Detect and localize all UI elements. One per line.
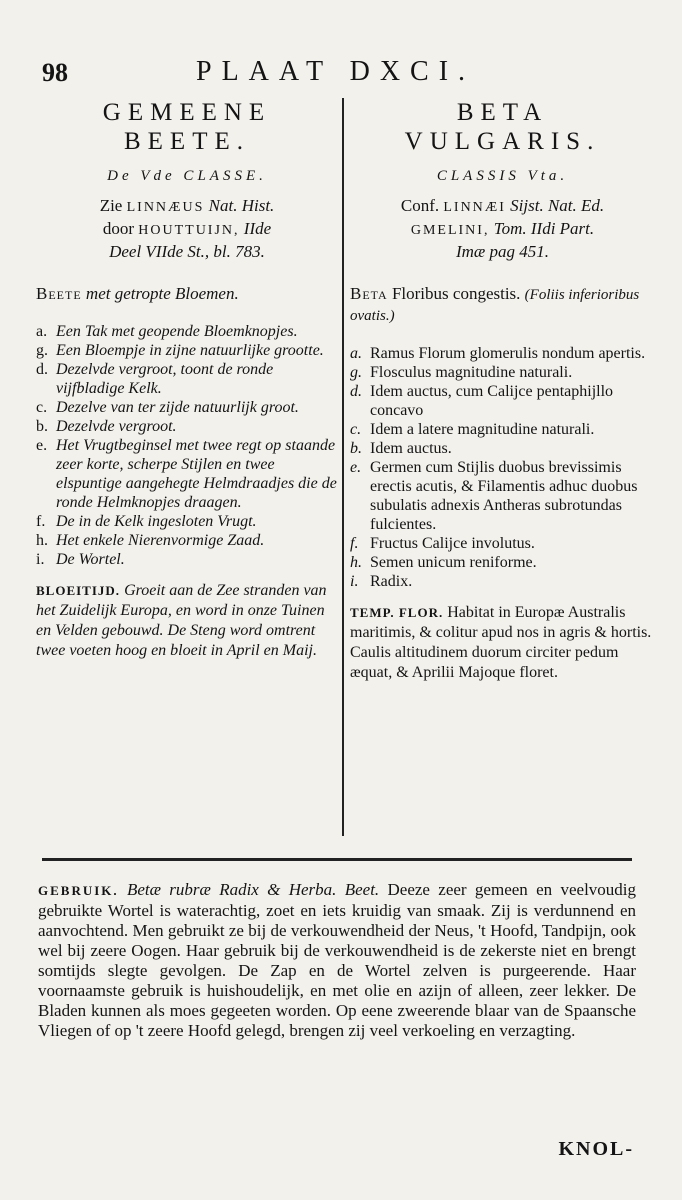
- desc-text: met getropte Bloemen.: [85, 284, 239, 303]
- legend-item: [350, 458, 655, 534]
- legend-item: [36, 322, 338, 341]
- legend-item: [350, 439, 655, 458]
- legend-item-text: Dezelvde vergroot.: [56, 418, 177, 435]
- latin-description: [350, 284, 655, 326]
- ref-author: LINNÆI: [443, 200, 506, 215]
- legend-item: [350, 572, 655, 591]
- dutch-reference: [36, 195, 338, 262]
- page-number: 98: [42, 58, 68, 87]
- bloom-label: BLOEITIJD.: [36, 583, 121, 598]
- legend-item-text: Dezelve van ter zijde natuurlijk groot.: [56, 399, 299, 416]
- usage-paragraph: [38, 880, 636, 1041]
- temp-label: TEMP. FLOR.: [350, 605, 444, 620]
- legend-item: [36, 360, 338, 398]
- legend-item-label: d.: [350, 383, 362, 400]
- legend-item-label: g.: [350, 364, 362, 381]
- legend-item-label: b.: [350, 440, 362, 457]
- latin-column: [350, 98, 655, 683]
- legend-item-text: Radix.: [370, 573, 413, 590]
- ref-author: LINNÆUS: [126, 200, 205, 215]
- latin-figure-legend: [350, 344, 655, 591]
- usage-lead: Betæ rubræ Radix & Herba. Beet.: [126, 880, 380, 899]
- legend-item-text: Fructus Calijce involutus.: [370, 535, 535, 552]
- legend-item: [36, 398, 338, 417]
- legend-item-label: f.: [36, 513, 46, 530]
- plate-title: PLAAT DXCI.: [196, 56, 476, 87]
- desc-genus: Beete: [36, 284, 82, 303]
- legend-item-text: De in de Kelk ingesloten Vrugt.: [56, 513, 257, 530]
- legend-item: [350, 363, 655, 382]
- ref-volume: Deel VIIde St., bl. 783.: [109, 242, 265, 261]
- legend-item-label: c.: [350, 421, 362, 438]
- legend-item-label: c.: [36, 399, 48, 416]
- legend-item-label: a.: [36, 323, 48, 340]
- page-header: [0, 52, 682, 92]
- legend-item-text: Idem a latere magnitudine naturali.: [370, 421, 595, 438]
- ref-part: Tom. IIdi Part.: [493, 219, 595, 238]
- ref-word: door: [102, 219, 135, 238]
- legend-item: [36, 417, 338, 436]
- dutch-name-line1: GEMEENE: [102, 99, 272, 126]
- legend-item-text: Idem auctus, cum Calijce pentaphijllo concavo: [370, 383, 614, 419]
- ref-word: Conf.: [400, 196, 440, 215]
- legend-item-text: Ramus Florum glomerulis nondum apertis.: [370, 345, 646, 362]
- ref-work: Sijst. Nat. Ed.: [510, 196, 605, 215]
- legend-item: [36, 550, 338, 569]
- legend-item-text: Idem auctus.: [370, 440, 452, 457]
- legend-item-label: i.: [36, 551, 45, 568]
- dutch-bloom-note: [36, 581, 338, 661]
- ref-part: IIde: [243, 219, 272, 238]
- dutch-column: [36, 98, 338, 661]
- dutch-name: [36, 98, 338, 156]
- dutch-name-line2: BEETE.: [123, 128, 250, 155]
- legend-item-text: Flosculus magnitudine naturali.: [370, 364, 573, 381]
- legend-item-label: d.: [36, 361, 48, 378]
- desc-genus: Beta: [350, 284, 388, 303]
- legend-item: [350, 553, 655, 572]
- usage-text: Deeze zeer gemeen en veelvoudig gebruikte Wortel is waterachtig, zoet en iets kruidig van smaak. Zij is verdunnend en aanvochtend. Men gebruikt ze bij de verkouwendheid der Neus, 't Hoofd, Tandpijn, ook wel bij zeere Oogen. Haar gebruik bij de verkouwendheid is de zekerste niet en brengt somtijds slegte gevolgen. De Zap en de Wortel zelven is purgeerende. Haar voornaamste gebruik is huishoudelijk, en met olie en azijn of alleen, zeer lekker. De Bladen kunnen als moes gegeeten worden. Op eene zweerende blaar van de Spaansche Vliegen of op 't zeere Hoofd gelegd, brengen zij veel verkoeling en verzagting.: [38, 880, 637, 1040]
- section-divider: [42, 858, 632, 861]
- legend-item-label: f.: [350, 535, 359, 552]
- catchword: KNOL-: [558, 1138, 634, 1160]
- ref-author: HOUTTUIJN,: [138, 223, 240, 238]
- desc-text: Floribus congestis.: [391, 284, 521, 303]
- legend-item: [36, 436, 338, 512]
- latin-flowering-note: [350, 603, 655, 683]
- legend-item-text: Dezelvde vergroot, toont de ronde vijfbladige Kelk.: [56, 361, 274, 397]
- legend-item: [350, 344, 655, 363]
- legend-item-text: Een Tak met geopende Bloemknopjes.: [56, 323, 298, 340]
- legend-item: [36, 531, 338, 550]
- legend-item-label: h.: [350, 554, 362, 571]
- legend-item-text: Een Bloempje in zijne natuurlijke grootte.: [56, 342, 324, 359]
- temp-text: Habitat in Europæ Australis maritimis, & colitur apud nos in agris & hortis. Caulis altitudinem duorum circiter pedum æquat, & Aprilii Majoque floret.: [350, 604, 652, 681]
- legend-item-label: i.: [350, 573, 359, 590]
- dutch-description: [36, 284, 338, 304]
- ref-author: GMELINI,: [410, 223, 490, 238]
- legend-item: [350, 420, 655, 439]
- latin-reference: [350, 195, 655, 262]
- legend-item-text: De Wortel.: [56, 551, 125, 568]
- latin-name-line2: VULGARIS.: [404, 128, 601, 155]
- column-divider: [342, 98, 344, 836]
- usage-label: GEBRUIK.: [38, 883, 119, 898]
- latin-name-line1: BETA: [456, 99, 549, 126]
- legend-item-text: Het enkele Nierenvormige Zaad.: [56, 532, 265, 549]
- legend-item-label: b.: [36, 418, 48, 435]
- legend-item-label: e.: [36, 437, 48, 454]
- legend-item: [350, 382, 655, 420]
- legend-item-label: a.: [350, 345, 362, 362]
- latin-class-line: CLASSIS Vta.: [436, 168, 569, 184]
- desc-note: (Foliis inferioribus ovatis.): [350, 287, 640, 324]
- legend-item-text: Germen cum Stijlis duobus brevissimis erectis acutis, & Filamentis adhuc duobus subulatis adnexis Antheras subrotundas fulcientes.: [370, 459, 638, 533]
- legend-item-label: e.: [350, 459, 362, 476]
- bloom-text: Groeit aan de Zee stranden van het Zuidelijk Europa, en word in onze Tuinen en Velden gebouwd. De Steng word omtrent twee voeten hoog en bloeit in April en Maij.: [36, 582, 327, 659]
- ref-page: Imæ pag 451.: [455, 242, 550, 261]
- legend-item: [36, 512, 338, 531]
- legend-item-label: g.: [36, 342, 48, 359]
- dutch-class-line: De Vde CLASSE.: [107, 168, 267, 184]
- legend-item-label: h.: [36, 532, 48, 549]
- latin-name: [350, 98, 655, 156]
- ref-word: Zie: [99, 196, 123, 215]
- ref-work: Nat. Hist.: [208, 196, 275, 215]
- dutch-figure-legend: [36, 322, 338, 569]
- legend-item-text: Semen unicum reniforme.: [370, 554, 537, 571]
- legend-item-text: Het Vrugtbeginsel met twee regt op staande zeer korte, scherpe Stijlen en twee elspuntige aangehegte Helmdraadjes die de ronde Helmknopjes draagen.: [56, 437, 337, 511]
- legend-item: [36, 341, 338, 360]
- legend-item: [350, 534, 655, 553]
